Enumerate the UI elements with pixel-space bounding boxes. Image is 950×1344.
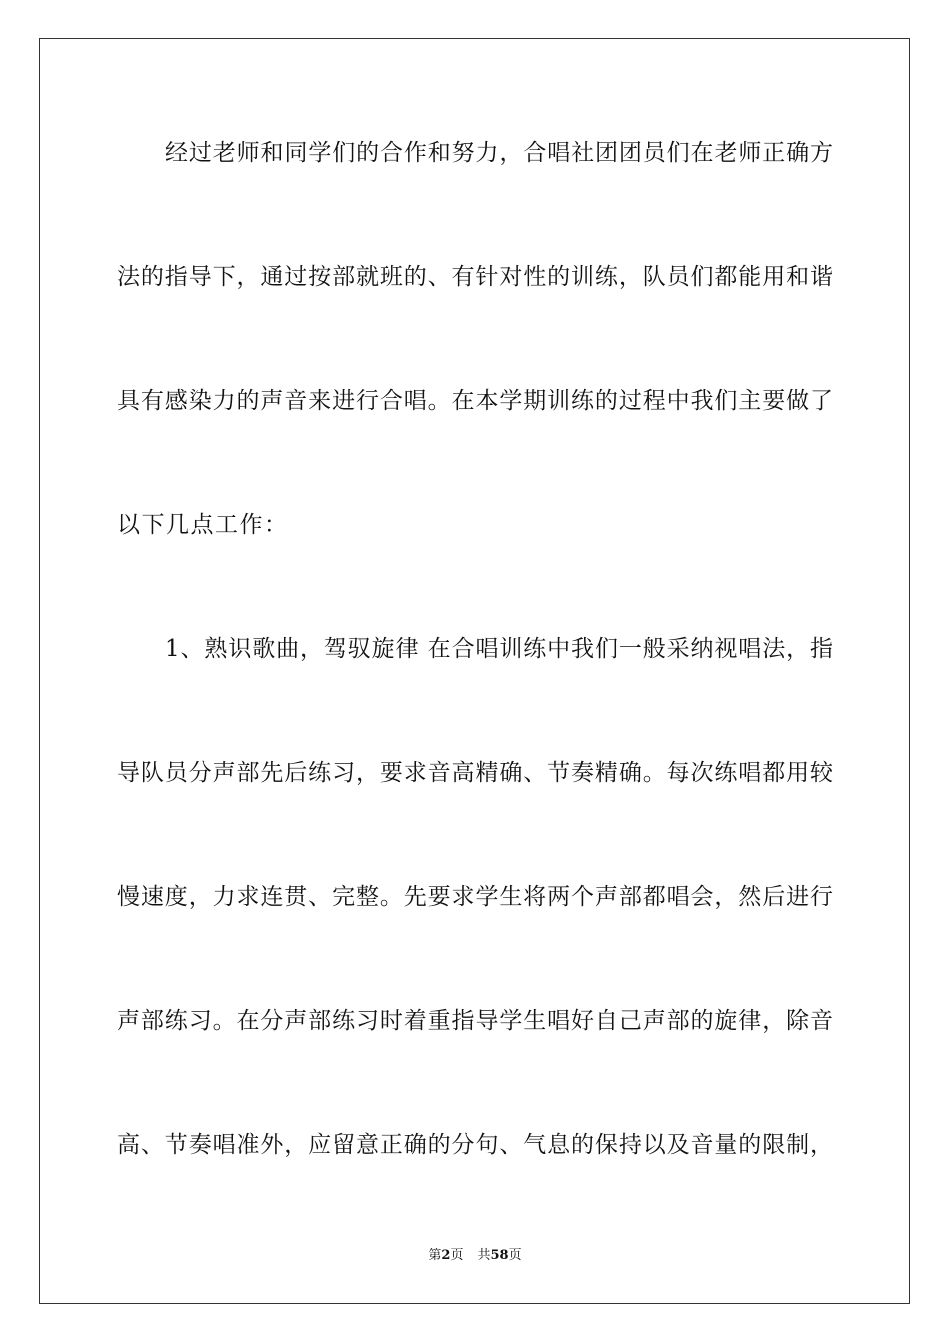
page-suffix: 页 xyxy=(450,1248,464,1263)
total-prefix: 共 xyxy=(477,1248,491,1263)
page-footer xyxy=(0,1247,950,1265)
paragraph-2-line-1: 1、熟识歌曲，驾驭旋律 在合唱训练中我们一般采纳视唱法，指 xyxy=(165,636,833,662)
page-prefix: 第 xyxy=(428,1248,442,1263)
page-number: 2 xyxy=(441,1248,451,1263)
paragraph-1-line-2: 法的指导下，通过按部就班的、有针对性的训练，队员们都能用和谐 xyxy=(117,264,833,290)
paragraph-2-line-2: 导队员分声部先后练习，要求音高精确、节奏精确。每次练唱都用较 xyxy=(117,760,833,786)
paragraph-1-line-3: 具有感染力的声音来进行合唱。在本学期训练的过程中我们主要做了 xyxy=(117,388,833,414)
total-number: 58 xyxy=(490,1248,509,1263)
total-suffix: 页 xyxy=(508,1248,522,1263)
paragraph-1-line-4: 以下几点工作： xyxy=(117,512,289,538)
paragraph-2-line-4: 声部练习。在分声部练习时着重指导学生唱好自己声部的旋律，除音 xyxy=(117,1008,833,1034)
paragraph-2-line-3: 慢速度，力求连贯、完整。先要求学生将两个声部都唱会，然后进行 xyxy=(117,884,833,910)
paragraph-1-line-1: 经过老师和同学们的合作和努力，合唱社团团员们在老师正确方 xyxy=(165,140,833,166)
page-frame xyxy=(39,38,910,1304)
paragraph-2-line-5: 高、节奏唱准外，应留意正确的分句、气息的保持以及音量的限制， xyxy=(117,1132,833,1158)
